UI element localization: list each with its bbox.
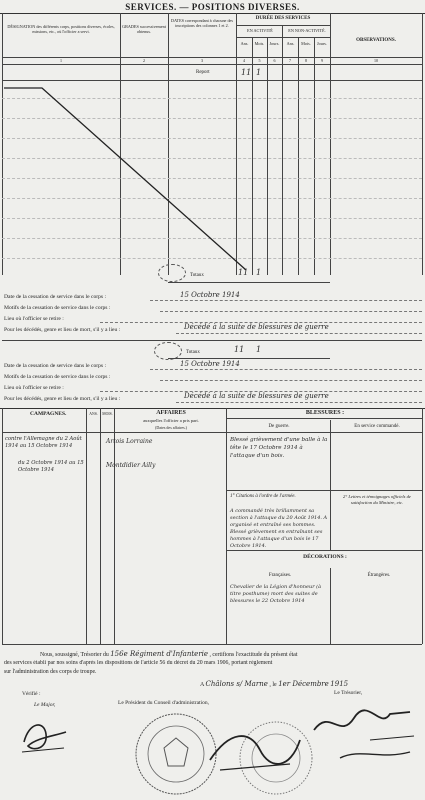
affaires-subheader: auxquelles l'officier a pris part. bbox=[143, 418, 199, 423]
signature-president bbox=[200, 720, 310, 780]
col-sep-9 bbox=[330, 13, 331, 275]
col-header-non-activite: EN NON-ACTIVITÉ. bbox=[288, 28, 326, 33]
campagnes-header: CAMPAGNES. bbox=[30, 411, 67, 417]
place-date-line bbox=[200, 680, 348, 688]
col-sep-4 bbox=[252, 38, 253, 275]
lower-table-top bbox=[0, 408, 425, 409]
col-header-grades: GRADES successivement obtenus. bbox=[122, 24, 166, 34]
certif-text-2: , certifions l'exactitude du présent état bbox=[209, 652, 298, 658]
totaux-rule bbox=[168, 282, 330, 283]
blessures-header: BLESSURES : bbox=[305, 410, 345, 416]
dotted-line bbox=[160, 380, 422, 381]
stamp bbox=[158, 264, 186, 282]
cancel-stroke bbox=[0, 80, 250, 280]
affaires-header: AFFAIRES bbox=[156, 410, 186, 416]
col-num-6: 6 bbox=[273, 58, 276, 63]
certif-text: Nous, soussigné, Trésorier du bbox=[40, 652, 109, 658]
col-num-9: 9 bbox=[321, 58, 323, 63]
col-mois-1: Mois. bbox=[254, 41, 265, 46]
col-num-7: 7 bbox=[289, 58, 291, 63]
lower-col-sep bbox=[100, 408, 101, 644]
regiment-name: 156e Régiment d'Infanterie bbox=[110, 650, 209, 658]
lower-header-rule bbox=[2, 432, 422, 433]
totaux-2-ans: 11 bbox=[234, 345, 245, 354]
totaux-2-label: Totaux bbox=[186, 350, 200, 355]
col-num-2: 2 bbox=[143, 58, 145, 63]
col-num-5: 5 bbox=[258, 58, 261, 63]
affaire-1: Artois Lorraine bbox=[106, 438, 153, 445]
tresorier-label: Le Trésorier, bbox=[334, 690, 363, 696]
le-label: , le bbox=[269, 682, 277, 688]
a-label: A bbox=[200, 682, 205, 688]
col-sep-8 bbox=[314, 38, 315, 275]
lettres-title: 2° Lettres et témoignages officiels de satisfaction du Ministre, etc. bbox=[343, 494, 411, 505]
dotted-line bbox=[150, 300, 422, 301]
motifs-label: Motifs de la cessation de service dans le corps : bbox=[4, 305, 111, 311]
col-mois-2: Mois. bbox=[301, 41, 311, 46]
section-rule bbox=[2, 340, 422, 341]
dotted-line bbox=[176, 333, 422, 334]
col-sep-7 bbox=[298, 38, 299, 275]
lieu-label: Lieu où l'officier se retire : bbox=[4, 316, 64, 322]
totaux-label: Totaux bbox=[190, 273, 204, 278]
etrangeres-header: Étrangères. bbox=[367, 573, 391, 578]
blessures-rule bbox=[226, 418, 422, 419]
francaises-header: Françaises. bbox=[268, 573, 292, 578]
col-num-4: 4 bbox=[243, 58, 245, 63]
affaires-dates-header: (Dates des affaires.) bbox=[154, 425, 188, 430]
lieu-2-label: Lieu où l'officier se retire : bbox=[4, 385, 64, 391]
signature-tresorier bbox=[310, 700, 422, 770]
totaux-2-mois: 1 bbox=[256, 345, 262, 354]
deces-2-label: Pour les décédés, genre et lieu de mort, s'il y a lieu : bbox=[4, 396, 121, 402]
col-ans-2: Ans. bbox=[286, 41, 295, 46]
col-header-dates: DATES correspondant à chacune des inscriptions des colonnes 1 et 2. bbox=[170, 18, 234, 28]
certif-line-3: sur l'administration des corps de troupe. bbox=[4, 669, 97, 675]
col-header-observations: OBSERVATIONS. bbox=[356, 38, 396, 43]
mois-header: MOIS. bbox=[102, 412, 113, 416]
date-value: 1er Décembre bbox=[278, 680, 329, 688]
verifie-label: Vérifié : bbox=[22, 691, 41, 697]
ans-header: ANS. bbox=[89, 412, 98, 416]
citations-rule bbox=[226, 490, 422, 491]
page-title: SERVICES. — POSITIONS DIVERSES. bbox=[125, 2, 300, 12]
cessation-2-date-label: Date de la cessation de service dans le corps : bbox=[4, 363, 107, 369]
col-num-10: 10 bbox=[374, 58, 378, 63]
blessure-text: Blessé grièvement d'une balle à la tête le 17 Octobre 1914 à l'attaque d'un bois. bbox=[230, 437, 328, 459]
decorations-rule bbox=[226, 550, 422, 551]
col-num-8: 8 bbox=[305, 58, 307, 63]
col-num-1: 1 bbox=[60, 58, 62, 63]
affaire-2: Montdidier Ailly bbox=[106, 462, 156, 469]
totaux-2-rule bbox=[168, 358, 330, 359]
lower-table-bottom bbox=[2, 644, 422, 645]
report-ans: 11 bbox=[241, 68, 252, 77]
motifs-2-label: Motifs de la cessation de service dans le corps : bbox=[4, 374, 111, 380]
cessation-date-label: Date de la cessation de service dans le corps : bbox=[4, 294, 107, 300]
cessation-date-value: 15 Octobre 1914 bbox=[180, 291, 240, 299]
report-mois: 1 bbox=[256, 68, 262, 77]
place-value: Châlons s/ Marne bbox=[205, 680, 268, 688]
col-header-duree: DURÉE DES SERVICES bbox=[255, 16, 311, 21]
lower-border-right bbox=[422, 408, 423, 644]
deces-2-value: Décédé à la suite de blessures de guerre bbox=[184, 392, 329, 400]
deces-value: Décédé à la suite de blessures de guerre bbox=[184, 323, 329, 331]
decorations-header: DÉCORATIONS : bbox=[303, 554, 347, 560]
number-row-bottom bbox=[2, 64, 422, 65]
totaux-mois: 1 bbox=[256, 268, 262, 277]
signature-major bbox=[14, 712, 74, 762]
col-header-designation: DÉSIGNATION des différents corps, positions diverses, écoles, missions, etc., où l'officier a servi. bbox=[7, 24, 115, 34]
col-num-3: 3 bbox=[201, 58, 203, 63]
de-guerre-header: De guerre. bbox=[268, 424, 290, 429]
president-label: Le Président du Conseil d'administration, bbox=[118, 700, 209, 706]
dotted-line bbox=[150, 369, 422, 370]
table-border-right bbox=[422, 13, 423, 275]
cessation-2-date-value: 15 Octobre 1914 bbox=[180, 360, 240, 368]
certif-line-1 bbox=[40, 650, 297, 658]
lower-col-sep bbox=[86, 408, 87, 644]
col-jours-2: Jours. bbox=[317, 41, 327, 46]
campagne-1: contre l'Allemagne du 2 Août 1914 au 15 Octobre 1914 bbox=[5, 436, 82, 449]
report-label: Report bbox=[196, 70, 210, 75]
col-jours-1: Jours. bbox=[269, 41, 280, 46]
decoration-text: Chevalier de la Légion d'honneur (à titre posthume) mort des suites de blessures le 22 Octobre 1914 bbox=[230, 584, 322, 604]
deces-label: Pour les décédés, genre et lieu de mort, s'il y a lieu : bbox=[4, 327, 121, 333]
totaux-ans: 11 bbox=[238, 268, 249, 277]
col-ans-1: Ans. bbox=[240, 41, 249, 46]
col-sep-5 bbox=[267, 38, 268, 275]
year-value: 1915 bbox=[330, 680, 349, 688]
lower-border-left bbox=[2, 408, 3, 644]
lower-col-sep bbox=[330, 420, 331, 550]
service-commande-header: En service commandé. bbox=[354, 424, 400, 429]
decorations-col-sep bbox=[330, 568, 331, 644]
campagne-2: du 2 Octobre 1914 au 15 Octobre 1914 bbox=[18, 460, 84, 473]
certif-line-2: des services établi par nos soins d'après les dispositions de l'article 56 du décret du 20 mars 1906, portant règlement bbox=[4, 660, 273, 666]
dotted-line bbox=[176, 402, 422, 403]
title-rule bbox=[0, 13, 425, 14]
major-label: Le Major, bbox=[34, 702, 56, 708]
duree-rule bbox=[236, 25, 330, 26]
citation-text: A commandé très brillamment sa section à l'attaque du 20 Août 1914. A organisé et entraîné ses hommes. Blessé grièvement en entraînant ses hommes à l'attaque d'un bois le 17 Octobre 1914. bbox=[230, 508, 328, 549]
citations-title: 1° Citations à l'ordre de l'armée. bbox=[230, 494, 296, 499]
lower-col-sep bbox=[226, 408, 227, 644]
sub-rule bbox=[236, 37, 330, 38]
col-header-en-activite: EN ACTIVITÉ bbox=[247, 28, 273, 33]
dotted-line bbox=[160, 311, 422, 312]
